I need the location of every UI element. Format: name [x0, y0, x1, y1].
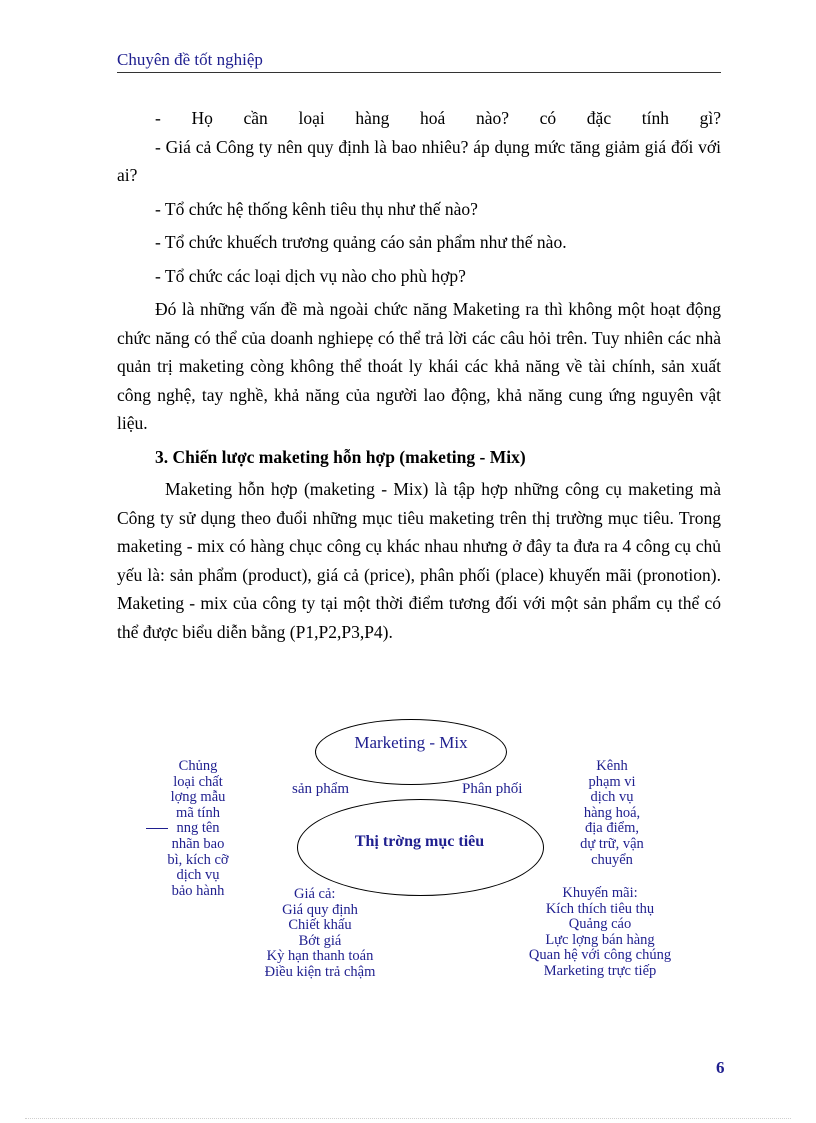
product-block — [150, 759, 246, 899]
section-heading: 3. Chiến lược maketing hỗn hợp (maketing - Mix) — [155, 446, 526, 467]
place-item: địa điểm, — [585, 820, 639, 837]
price-item: Điều kiện trả chậm — [264, 963, 376, 980]
paragraph-2: Maketing hỗn hợp (maketing - Mix) là tập hợp những công cụ maketing mà Công ty sử dụng theo đuổi những mục tiêu maketing trên thị trường mục tiêu. Trong maketing - mix có hàng chục công cụ khác nhau nhưng ở đây ta đưa ra 4 công cụ chủ yếu là: sản phẩm (product), giá cả (price), phân phối (place) khuyến mãi (pronotion). Maketing - mix của công ty tại một thời điểm tương đối với một sản phẩm cụ thể có thể được biểu diễn bằng (P1,P2,P3,P4). — [117, 479, 721, 642]
product-item: bì, kích cỡ — [167, 851, 229, 868]
promotion-item: Marketing trực tiếp — [543, 962, 657, 979]
product-item: Chủng — [178, 758, 218, 774]
place-item: chuyển — [591, 851, 633, 868]
product-item: mã tính — [176, 804, 220, 821]
question-5: - Tổ chức các loại dịch vụ nào cho phù hợp? — [155, 265, 466, 286]
price-item: Kỳ hạn thanh toán — [266, 948, 374, 965]
product-label: sản phẩm — [292, 781, 350, 797]
product-item: lợng mẫu — [170, 789, 226, 806]
document-body — [117, 104, 721, 646]
promotion-item: Kích thích tiêu thụ — [545, 900, 655, 917]
place-item: phạm vi — [588, 773, 636, 790]
product-item: loại chất — [173, 773, 223, 790]
marketing-mix-diagram — [0, 700, 816, 1000]
price-item: Giá cả: — [294, 886, 336, 902]
target-market-label: Thị trờng mục tiêu — [354, 833, 485, 850]
promotion-block — [508, 886, 692, 980]
place-block — [556, 759, 668, 868]
price-item: Chiết khấu — [288, 917, 352, 934]
product-item: nhãn bao — [171, 835, 225, 852]
product-item: nng tên — [176, 820, 220, 837]
promotion-item: Quảng cáo — [568, 916, 632, 933]
marketing-mix-label: Marketing - Mix — [354, 733, 468, 752]
promotion-item: Lực lợng bán hàng — [545, 931, 655, 948]
header-title: Chuyên đề tốt nghiệp — [117, 50, 263, 69]
product-item: dịch vụ — [176, 867, 220, 884]
promotion-item: Khuyến mãi: — [562, 885, 638, 901]
paragraph-1: Đó là những vấn đề mà ngoài chức năng Maketing ra thì không một hoạt động chức năng có thể của doanh nghiepẹ có thể trả lời các câu hỏi trên. Tuy nhiên các nhà quản trị maketing còng không thể thoát ly khái các khả năng về tài chính, sản xuất công nghệ, tay nghề, khả năng của người lao động, khả năng cung ứng nguyên vật liệu. — [117, 299, 721, 433]
place-item: dịch vụ — [590, 789, 634, 806]
question-4: - Tổ chức khuếch trương quảng cáo sản phẩm như thế nào. — [155, 232, 567, 252]
question-1: - Họ cần loại hàng hoá nào? có đặc tính gì? — [155, 108, 721, 128]
question-2: - Giá cả Công ty nên quy định là bao nhiêu? áp dụng mức tăng giảm giá đối với ai? — [117, 136, 721, 185]
page-number: 6 — [716, 1058, 725, 1077]
promotion-item: Quan hệ với công chúng — [528, 947, 672, 964]
page-header — [117, 48, 721, 73]
place-label: Phân phối — [462, 781, 523, 797]
price-item: Giá quy định — [282, 901, 358, 918]
price-block — [240, 887, 400, 981]
price-item: Bớt giá — [298, 932, 342, 949]
question-3: - Tổ chức hệ thống kênh tiêu thụ như thế nào? — [155, 198, 478, 219]
product-item: bảo hành — [171, 882, 225, 899]
footer-divider — [25, 1118, 791, 1119]
place-item: Kênh — [596, 758, 628, 774]
place-item: hàng hoá, — [583, 804, 641, 821]
place-item: dự trữ, vận — [580, 835, 644, 852]
